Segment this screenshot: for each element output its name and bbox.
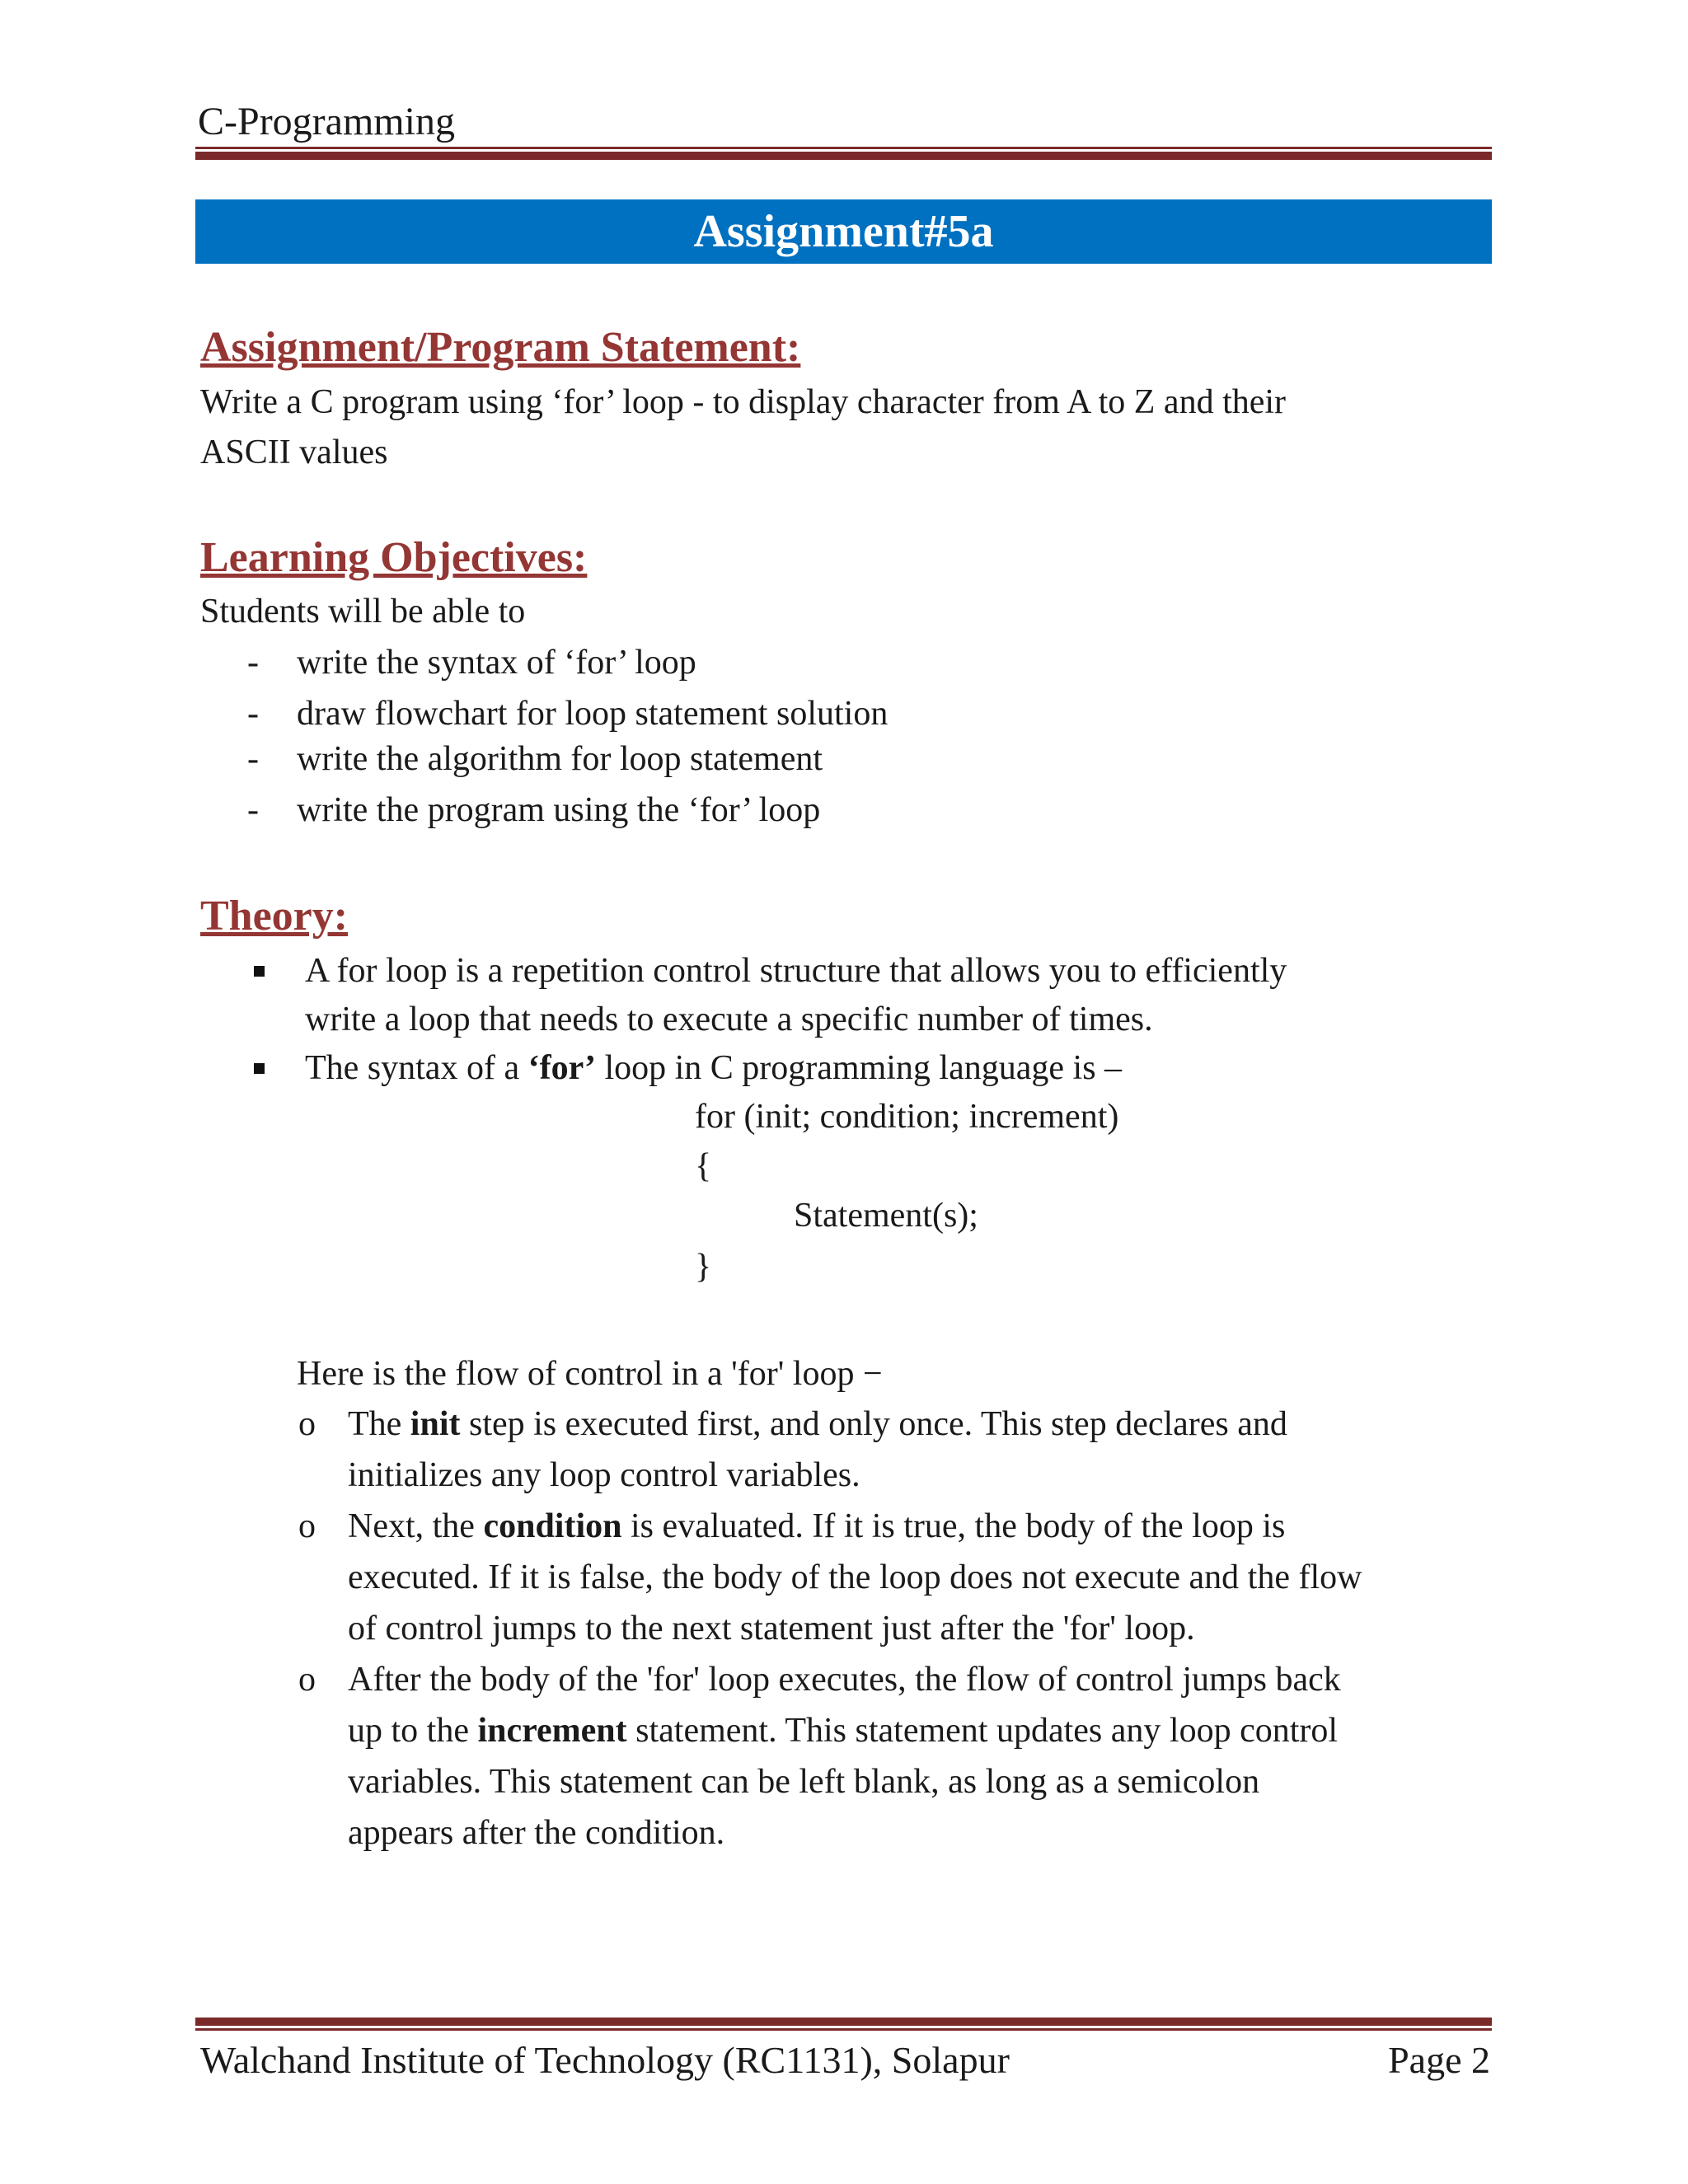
- statement-line-1: Write a C program using ‘for’ loop - to display character from A to Z and their: [200, 383, 1287, 421]
- square-bullet-icon: [254, 1063, 265, 1074]
- flow-intro: Here is the flow of control in a 'for' loop −: [297, 1355, 883, 1393]
- flow-3-line-2: [348, 1706, 1482, 1756]
- objectives-heading: Learning Objectives:: [200, 534, 588, 581]
- flow-1-line-2: initializes any loop control variables.: [348, 1456, 860, 1494]
- flow-2-line-2: executed. If it is false, the body of the loop does not execute and the flow: [348, 1558, 1362, 1596]
- flow-2-line-1: [348, 1502, 1482, 1552]
- theory-heading: Theory:: [200, 893, 349, 940]
- assignment-banner: [195, 199, 1492, 264]
- flow-2-bold: condition: [483, 1507, 622, 1545]
- header-title: C-Programming: [198, 100, 455, 143]
- syntax-line-1: for (init; condition; increment): [695, 1098, 1119, 1136]
- flow-1-pre: The: [348, 1405, 410, 1443]
- objective-dash-2: -: [247, 695, 259, 733]
- square-bullet-icon: [254, 966, 265, 977]
- flow-1-post: step is executed first, and only once. This step declares and: [460, 1405, 1287, 1443]
- footer-rule-thin: [195, 2028, 1492, 2031]
- objective-item-3: write the algorithm for loop statement: [297, 740, 823, 778]
- objective-dash-1: -: [247, 644, 259, 682]
- flow-2-pre: Next, the: [348, 1507, 484, 1545]
- syntax-close-brace: }: [695, 1248, 712, 1286]
- objectives-intro: Students will be able to: [200, 593, 526, 630]
- objective-dash-3: -: [247, 740, 259, 778]
- objective-dash-4: -: [247, 791, 259, 829]
- assignment-title: Assignment#5a: [693, 206, 994, 257]
- flow-3-pre: up to the: [348, 1712, 478, 1750]
- footer-institute: Walchand Institute of Technology (RC1131), Solapur: [200, 2039, 1010, 2081]
- theory-p2-post: loop in C programming language is –: [595, 1049, 1123, 1087]
- circle-bullet-2: o: [298, 1507, 316, 1545]
- statement-line-2: ASCII values: [200, 434, 388, 471]
- objective-item-2: draw flowchart for loop statement solution: [297, 695, 889, 733]
- flow-1-bold: init: [410, 1405, 461, 1443]
- objective-item-4: write the program using the ‘for’ loop: [297, 791, 821, 829]
- flow-3-line-4: appears after the condition.: [348, 1814, 725, 1852]
- flow-2-post: is evaluated. If it is true, the body of the loop is: [621, 1507, 1286, 1545]
- theory-p2-bold: ‘for’: [528, 1049, 596, 1087]
- theory-p2: [305, 1043, 1122, 1094]
- syntax-body: Statement(s);: [794, 1197, 978, 1235]
- header-rule-thin: [195, 147, 1492, 149]
- theory-p2-pre: The syntax of a: [305, 1049, 528, 1087]
- flow-3-post: statement. This statement updates any loop control: [626, 1712, 1339, 1750]
- footer-page-number: Page 2: [1388, 2039, 1490, 2081]
- theory-p1-line-1: A for loop is a repetition control structure that allows you to efficiently: [305, 952, 1287, 990]
- flow-3-line-3: variables. This statement can be left blank, as long as a semicolon: [348, 1763, 1260, 1801]
- syntax-open-brace: {: [695, 1147, 712, 1185]
- flow-3-line-1: After the body of the 'for' loop executes, the flow of control jumps back: [348, 1661, 1341, 1699]
- circle-bullet-1: o: [298, 1405, 316, 1443]
- footer-rule-thick: [195, 2018, 1492, 2026]
- objective-item-1: write the syntax of ‘for’ loop: [297, 644, 696, 682]
- flow-1-line-1: [348, 1399, 1482, 1450]
- statement-heading: Assignment/Program Statement:: [200, 324, 801, 371]
- theory-p1-line-2: write a loop that needs to execute a specific number of times.: [305, 1001, 1153, 1038]
- header-rule-thick: [195, 152, 1492, 160]
- flow-2-line-3: of control jumps to the next statement just after the 'for' loop.: [348, 1610, 1195, 1647]
- circle-bullet-3: o: [298, 1661, 316, 1699]
- flow-3-bold: increment: [477, 1712, 627, 1750]
